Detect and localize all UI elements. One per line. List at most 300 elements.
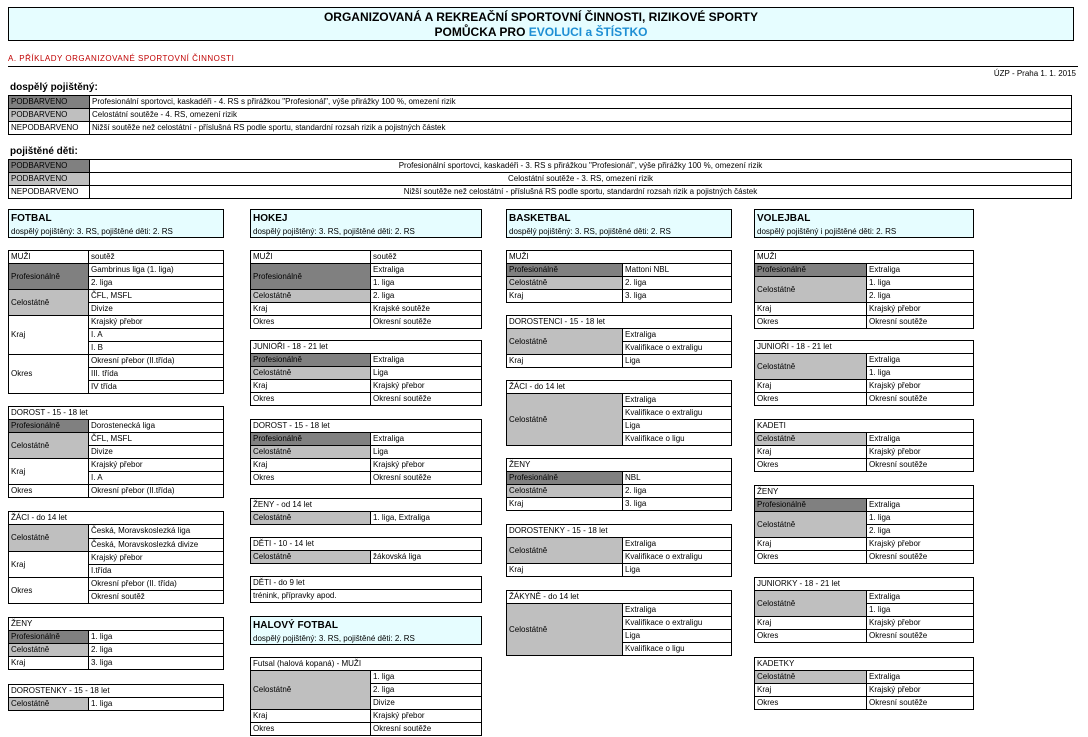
table-cell: Celostátně [507, 329, 623, 355]
table-cell: Okresní soutěže [371, 393, 482, 406]
table-cell: žákovská liga [371, 551, 482, 564]
table-row [9, 264, 224, 277]
table-row [251, 433, 482, 446]
table-cell: Česká, Moravskoslezká liga [89, 525, 224, 539]
table-row [9, 644, 224, 657]
table-row [9, 251, 224, 264]
table-cell: Kraj [507, 564, 623, 577]
table-cell: IV třída [89, 381, 224, 394]
table-row [9, 459, 224, 472]
table-cell: ŽENY [507, 459, 732, 472]
table-cell: Česká, Moravskoslezká divize [89, 538, 224, 552]
table-cell: Divize [89, 446, 224, 459]
table-row [755, 459, 974, 472]
table-cell: Nižší soutěže než celostátní - příslušná RS podle sportu, standardní rozsah rizik a pojistných částek [90, 122, 1072, 135]
table-row [9, 578, 224, 591]
table-row [507, 329, 732, 342]
table-cell: Celostátně [507, 604, 623, 656]
table-row [251, 316, 482, 329]
table-row [507, 525, 732, 538]
table-cell: Okres [251, 316, 371, 329]
table-cell: Krajský přebor [867, 303, 974, 316]
table-row [251, 577, 482, 590]
table-cell: ŽENY [9, 618, 224, 631]
table-cell: DOROSTENKY - 15 - 18 let [9, 685, 224, 698]
table-cell: JUNIORKY - 18 - 21 let [755, 578, 974, 591]
table-cell: 2. liga [867, 525, 974, 538]
table-cell: 1. liga [89, 698, 224, 711]
table-row [251, 538, 482, 551]
title-line2: POMŮCKA PRO EVOLUCI a ŠTÍSTKO [434, 25, 648, 39]
table-cell: Okresní přebor (II.třída) [89, 485, 224, 498]
table-cell: ČFL, MSFL [89, 290, 224, 303]
table-row [507, 264, 732, 277]
table-row [755, 658, 974, 671]
table-cell: Okresní soutěže [371, 723, 482, 736]
table-row [755, 486, 974, 499]
table-cell: ŽÁCI - do 14 let [9, 512, 224, 525]
table-cell: Nižší soutěže než celostátní - příslušná RS podle sportu, standardní rozsah rizik a pojistných částek [90, 186, 1072, 199]
table-cell: Kraj [9, 657, 89, 670]
table-cell: Gambrinus liga (1. liga) [89, 264, 224, 277]
table-cell: PODBARVENO [9, 173, 90, 186]
table-cell: ŽENY [755, 486, 974, 499]
table-cell: Extraliga [371, 264, 482, 277]
table-cell: III. třída [89, 368, 224, 381]
table-row [507, 316, 732, 329]
table-cell: I. A [89, 472, 224, 485]
table-cell: Krajský přebor [867, 617, 974, 630]
fotbal-dorostenky-table [8, 684, 224, 711]
divider [8, 66, 1078, 67]
volejbal-kadeti-table [754, 419, 974, 472]
table-cell: Kraj [507, 290, 623, 303]
table-cell: Celostátně [755, 591, 867, 617]
uzp-date: ÚZP - Praha 1. 1. 2015 [993, 69, 1076, 78]
table-row [507, 251, 732, 264]
table-cell: Extraliga [867, 264, 974, 277]
table-row [251, 472, 482, 485]
table-row [9, 685, 224, 698]
table-cell: Kvalifikace o ligu [623, 433, 732, 446]
table-row [507, 485, 732, 498]
table-row [755, 499, 974, 512]
fotbal-dorost-table [8, 406, 224, 498]
table-cell: Celostátně [507, 394, 623, 446]
table-cell: Profesionálně [755, 264, 867, 277]
table-cell: Okres [251, 393, 371, 406]
table-cell: ČFL, MSFL [89, 433, 224, 446]
table-cell: Divize [371, 697, 482, 710]
table-cell: Okres [9, 355, 89, 394]
hokej-dorost-table [250, 419, 482, 485]
table-cell: 2. liga [89, 644, 224, 657]
hokej-muzi-table [250, 250, 482, 329]
table-row [9, 433, 224, 446]
table-row [755, 684, 974, 697]
table-cell: Okres [755, 551, 867, 564]
children-legend [8, 159, 1072, 199]
table-cell: Okres [251, 472, 371, 485]
table-cell: Krajský přebor [867, 684, 974, 697]
table-cell: I. A [89, 329, 224, 342]
table-cell: Liga [623, 564, 732, 577]
table-cell: Okresní soutěže [867, 393, 974, 406]
table-cell: ŽENY - od 14 let [251, 499, 482, 512]
table-row [9, 186, 1072, 199]
halovy-header: HALOVÝ FOTBAL dospělý pojištěný: 3. RS, pojištěné děti: 2. RS [250, 616, 482, 645]
table-row [251, 710, 482, 723]
table-cell: 1. liga [867, 367, 974, 380]
table-row [9, 525, 224, 539]
table-cell: Liga [371, 367, 482, 380]
table-cell: 3. liga [623, 290, 732, 303]
table-row [251, 290, 482, 303]
basketbal-dorostenci-table [506, 315, 732, 368]
table-row [755, 591, 974, 604]
table-cell: MUŽI [251, 251, 371, 264]
table-row [9, 657, 224, 670]
fotbal-muzi-table [8, 250, 224, 394]
table-row [755, 303, 974, 316]
table-row [9, 96, 1072, 109]
table-cell: Krajský přebor [371, 380, 482, 393]
table-cell: DOROSTENKY - 15 - 18 let [507, 525, 732, 538]
table-cell: MUŽI [9, 251, 89, 264]
table-cell: Extraliga [623, 538, 732, 551]
table-row [507, 277, 732, 290]
table-row [507, 355, 732, 368]
table-cell: NBL [623, 472, 732, 485]
table-cell: Celostátně [507, 485, 623, 498]
table-row [755, 578, 974, 591]
table-cell: Celostátně [507, 277, 623, 290]
table-cell: Dorostenecká liga [89, 420, 224, 433]
table-row [755, 341, 974, 354]
volejbal-juniorky-table [754, 577, 974, 643]
table-cell: Celostátně [251, 671, 371, 710]
basketbal-zeny-table [506, 458, 732, 511]
hokej-deti1014-table [250, 537, 482, 564]
table-row [251, 512, 482, 525]
table-row [251, 499, 482, 512]
table-row [755, 251, 974, 264]
table-row [9, 698, 224, 711]
table-cell: Divize [89, 303, 224, 316]
table-cell: Okres [755, 630, 867, 643]
table-cell: Kraj [251, 459, 371, 472]
table-row [507, 498, 732, 511]
table-cell: Celostátně [507, 538, 623, 564]
volejbal-juniori-table [754, 340, 974, 406]
table-cell: Krajský přebor [867, 446, 974, 459]
table-row [507, 472, 732, 485]
table-cell: Krajský přebor [89, 316, 224, 329]
table-row [9, 512, 224, 525]
table-row [755, 538, 974, 551]
table-row [251, 251, 482, 264]
table-cell: 2. liga [371, 290, 482, 303]
table-cell: KADETKY [755, 658, 974, 671]
table-cell: Okresní přebor (II. třída) [89, 578, 224, 591]
table-cell: 3. liga [623, 498, 732, 511]
table-cell: MUŽI [507, 251, 732, 264]
table-row [251, 723, 482, 736]
table-cell: Celostátně [755, 277, 867, 303]
table-row [9, 316, 224, 329]
table-row [9, 173, 1072, 186]
table-cell: JUNIOŘI - 18 - 21 let [251, 341, 482, 354]
table-cell: Celostátně [755, 671, 867, 684]
table-cell: 1. liga [89, 631, 224, 644]
table-cell: ŽÁKYNĚ - do 14 let [507, 591, 732, 604]
table-cell: Kvalifikace o extraligu [623, 407, 732, 420]
table-cell: 2. liga [867, 290, 974, 303]
table-cell: Profesionálně [9, 631, 89, 644]
table-cell: Okresní přebor (II.třída) [89, 355, 224, 368]
table-cell: Okres [755, 697, 867, 710]
table-row [251, 341, 482, 354]
table-row [755, 697, 974, 710]
table-cell: Kraj [755, 303, 867, 316]
section-a-heading: A. PŘÍKLADY ORGANIZOVANÉ SPORTOVNÍ ČINNOSTI [8, 54, 235, 63]
basketbal-header: BASKETBAL dospělý pojištěný: 3. RS, pojištěné děti: 2. RS [506, 209, 732, 238]
table-cell: Kvalifikace o extraligu [623, 342, 732, 355]
table-cell: Okres [755, 393, 867, 406]
table-cell: Profesionálně [507, 472, 623, 485]
table-cell: 3. liga [89, 657, 224, 670]
table-cell: Kraj [755, 538, 867, 551]
table-cell: soutěž [371, 251, 482, 264]
table-cell: Mattoni NBL [623, 264, 732, 277]
table-cell: Extraliga [371, 433, 482, 446]
table-cell: Celostátní soutěže - 4. RS, omezení rizik [90, 109, 1072, 122]
table-row [755, 512, 974, 525]
table-cell: Kraj [755, 684, 867, 697]
table-cell: Extraliga [623, 329, 732, 342]
table-row [507, 538, 732, 551]
table-row [755, 433, 974, 446]
table-cell: Krajský přebor [89, 459, 224, 472]
table-cell: Krajský přebor [89, 552, 224, 565]
table-cell: ŽÁCI - do 14 let [507, 381, 732, 394]
table-cell: Celostátně [755, 512, 867, 538]
table-row [9, 552, 224, 565]
table-cell: 2. liga [623, 485, 732, 498]
page-title [8, 7, 1074, 41]
table-cell: Celostátně [755, 354, 867, 380]
table-cell: Kraj [9, 459, 89, 485]
table-cell: Kraj [755, 380, 867, 393]
table-cell: Futsal (halová kopaná) - MUŽI [251, 658, 482, 671]
table-cell: Celostátně [755, 433, 867, 446]
table-cell: Okresní soutěže [867, 316, 974, 329]
table-cell: Celostátně [251, 512, 371, 525]
table-cell: soutěž [89, 251, 224, 264]
table-cell: Profesionálně [9, 420, 89, 433]
table-cell: PODBARVENO [9, 160, 90, 173]
table-cell: Celostátní soutěže - 3. RS, omezení rizik [90, 173, 1072, 186]
volejbal-muzi-table [754, 250, 974, 329]
table-cell: Okresní soutěž [89, 591, 224, 604]
table-cell: 1. liga [867, 277, 974, 290]
table-row [9, 109, 1072, 122]
table-row [507, 381, 732, 394]
table-cell: Celostátně [251, 290, 371, 303]
basketbal-zakyne-table [506, 590, 732, 656]
table-cell: Krajský přebor [867, 380, 974, 393]
table-cell: Profesionálně [507, 264, 623, 277]
table-cell: Profesionální sportovci, kaskadéři - 4. RS s přirážkou "Profesionál", výše přirážky 100 %, omezení rizik [90, 96, 1072, 109]
table-cell: Okres [251, 723, 371, 736]
table-cell: Okresní soutěže [867, 551, 974, 564]
table-cell: PODBARVENO [9, 96, 90, 109]
table-row [251, 420, 482, 433]
title-line1: ORGANIZOVANÁ A REKREAČNÍ SPORTOVNÍ ČINNOSTI, RIZIKOVÉ SPORTY [323, 10, 759, 24]
table-cell: Kvalifikace o ligu [623, 643, 732, 656]
table-cell: DOROST - 15 - 18 let [9, 407, 224, 420]
adult-heading: dospělý pojištěný: [10, 82, 98, 93]
volejbal-header: VOLEJBAL dospělý pojištěný i pojištěné děti: 2. RS [754, 209, 974, 238]
table-cell: Extraliga [867, 671, 974, 684]
table-cell: NEPODBARVENO [9, 122, 90, 135]
table-row [507, 604, 732, 617]
table-row [251, 551, 482, 564]
table-row [251, 671, 482, 684]
table-cell: trénink, přípravky apod. [251, 590, 482, 603]
table-row [507, 564, 732, 577]
table-row [9, 631, 224, 644]
table-cell: 1. liga, Extraliga [371, 512, 482, 525]
fotbal-zeny-table [8, 617, 224, 670]
table-row [9, 122, 1072, 135]
table-cell: Celostátně [251, 551, 371, 564]
table-cell: Kraj [507, 355, 623, 368]
table-cell: Kraj [9, 316, 89, 355]
table-cell: Liga [623, 630, 732, 643]
table-cell: 2. liga [623, 277, 732, 290]
table-cell: DĚTI - do 9 let [251, 577, 482, 590]
table-cell: 1. liga [371, 277, 482, 290]
table-row [755, 420, 974, 433]
volejbal-zeny-table [754, 485, 974, 564]
table-row [755, 393, 974, 406]
table-cell: Celostátně [9, 433, 89, 459]
table-row [251, 380, 482, 393]
table-cell: Extraliga [623, 394, 732, 407]
table-row [9, 485, 224, 498]
table-row [251, 303, 482, 316]
table-row [9, 420, 224, 433]
table-row [755, 551, 974, 564]
table-cell: Kvalifikace o extraligu [623, 617, 732, 630]
table-row [251, 354, 482, 367]
table-cell: Okresní soutěže [867, 630, 974, 643]
table-row [755, 264, 974, 277]
fotbal-zaci-table [8, 511, 224, 604]
table-cell: Extraliga [867, 354, 974, 367]
table-row [507, 459, 732, 472]
table-cell: Profesionálně [251, 264, 371, 290]
table-cell: Kraj [251, 710, 371, 723]
table-row [755, 316, 974, 329]
table-cell: 2. liga [371, 684, 482, 697]
table-cell: Extraliga [867, 433, 974, 446]
table-cell: DĚTI - 10 - 14 let [251, 538, 482, 551]
table-cell: 2. liga [89, 277, 224, 290]
table-cell: Extraliga [867, 591, 974, 604]
table-cell: Extraliga [867, 499, 974, 512]
table-cell: 1. liga [371, 671, 482, 684]
table-row [251, 446, 482, 459]
table-row [9, 407, 224, 420]
table-cell: Krajský přebor [867, 538, 974, 551]
halovy-table [250, 657, 482, 736]
table-row [251, 367, 482, 380]
table-row [9, 618, 224, 631]
table-cell: Extraliga [623, 604, 732, 617]
table-cell: Kraj [9, 552, 89, 578]
table-cell: Kraj [507, 498, 623, 511]
table-cell: Krajský přebor [371, 710, 482, 723]
table-cell: I. B [89, 342, 224, 355]
table-row [755, 354, 974, 367]
table-cell: Okres [9, 578, 89, 604]
table-cell: Celostátně [9, 644, 89, 657]
table-cell: Celostátně [251, 446, 371, 459]
table-cell: Okresní soutěže [371, 472, 482, 485]
table-cell: 1. liga [867, 512, 974, 525]
table-cell: I.třída [89, 565, 224, 578]
table-cell: Kvalifikace o extraligu [623, 551, 732, 564]
table-row [251, 264, 482, 277]
table-cell: Profesionálně [251, 433, 371, 446]
table-cell: Celostátně [9, 698, 89, 711]
fotbal-header: FOTBAL dospělý pojištěný: 3. RS, pojištěné děti: 2. RS [8, 209, 224, 238]
table-cell: Profesionálně [9, 264, 89, 290]
table-cell: Liga [371, 446, 482, 459]
table-cell: Profesionálně [251, 354, 371, 367]
table-row [755, 380, 974, 393]
table-cell: Okres [755, 459, 867, 472]
hokej-header: HOKEJ dospělý pojištěný: 3. RS, pojištěné děti: 2. RS [250, 209, 482, 238]
table-cell: Profesionální sportovci, kaskadéři - 3. RS s přirážkou "Profesionál", výše přirážky 100 %, omezení rizik [90, 160, 1072, 173]
table-cell: 1. liga [867, 604, 974, 617]
basketbal-muzi-table [506, 250, 732, 303]
table-row [251, 658, 482, 671]
table-row [9, 160, 1072, 173]
table-row [9, 355, 224, 368]
table-row [251, 459, 482, 472]
table-cell: KADETI [755, 420, 974, 433]
table-row [755, 446, 974, 459]
table-row [507, 290, 732, 303]
hokej-juniori-table [250, 340, 482, 406]
table-cell: Kraj [251, 380, 371, 393]
table-cell: Celostátně [9, 290, 89, 316]
table-cell: Liga [623, 355, 732, 368]
table-cell: MUŽI [755, 251, 974, 264]
table-cell: NEPODBARVENO [9, 186, 90, 199]
table-cell: DOROST - 15 - 18 let [251, 420, 482, 433]
table-cell: Okresní soutěže [371, 316, 482, 329]
hokej-zeny-table [250, 498, 482, 525]
table-cell: Krajské soutěže [371, 303, 482, 316]
volejbal-kadetky-table [754, 657, 974, 710]
table-cell: Profesionálně [755, 499, 867, 512]
table-cell: Krajský přebor [371, 459, 482, 472]
table-cell: DOROSTENCI - 15 - 18 let [507, 316, 732, 329]
